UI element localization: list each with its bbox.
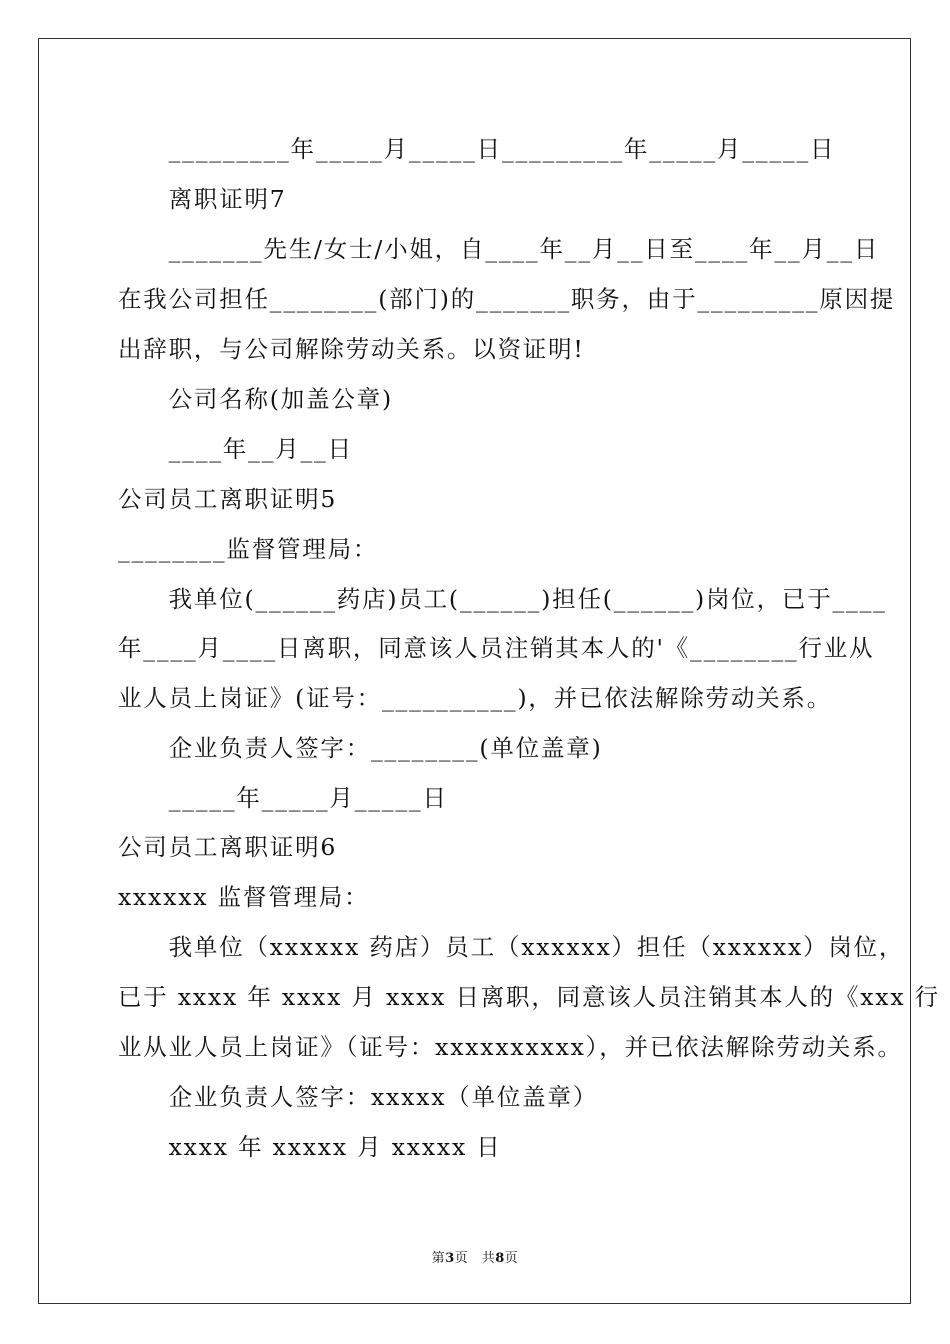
- section-heading-5: 公司员工离职证明5: [118, 485, 338, 513]
- paragraph-line: 业人员上岗证》(证号：__________)，并已依法解除劳动关系。: [118, 684, 833, 712]
- paragraph-line: 我单位(______药店)员工(______)担任(______)岗位，已于____: [118, 585, 887, 613]
- date-range-line: _________年_____月_____日_________年_____月_____日: [118, 135, 836, 163]
- date-line: xxxx 年 xxxxx 月 xxxxx 日: [118, 1133, 502, 1161]
- signature-line: 企业负责人签字：xxxxx（单位盖章）: [118, 1083, 599, 1111]
- page-prefix: 第: [431, 1251, 446, 1266]
- date-line: ____年__月__日: [118, 435, 353, 463]
- company-seal-line: 公司名称(加盖公章): [118, 385, 393, 413]
- current-page-number: 3: [445, 1251, 455, 1266]
- total-page-number: 8: [495, 1251, 505, 1266]
- page-number-footer: [0, 1247, 950, 1266]
- section-heading-6: 公司员工离职证明6: [118, 833, 338, 861]
- page-mid: 页 共: [454, 1251, 496, 1266]
- paragraph-line: 在我公司担任________(部门)的_______职务，由于_________原因提: [118, 285, 896, 313]
- paragraph-line: _______先生/女士/小姐，自____年__月__日至____年__月__日: [118, 235, 880, 263]
- page-suffix: 页: [504, 1251, 519, 1266]
- paragraph-line: 年____月____日离职，同意该人员注销其本人的'《________行业从: [118, 634, 875, 662]
- paragraph-line: 已于 xxxx 年 xxxx 月 xxxx 日离职，同意该人员注销其本人的《xxx 行: [118, 983, 940, 1011]
- paragraph-line: 我单位（xxxxxx 药店）员工（xxxxxx）担任（xxxxxx）岗位，: [118, 933, 905, 961]
- addressee-line: ________监督管理局：: [118, 535, 379, 563]
- addressee-line: xxxxxx 监督管理局：: [118, 883, 370, 911]
- signature-line: 企业负责人签字：________(单位盖章): [118, 734, 603, 762]
- section-heading-7: 离职证明7: [118, 185, 287, 213]
- page-border: [38, 38, 911, 1304]
- paragraph-line: 出辞职，与公司解除劳动关系。以资证明!: [118, 335, 585, 363]
- paragraph-line: 业从业人员上岗证》（证号：xxxxxxxxxx），并已依法解除劳动关系。: [118, 1033, 903, 1061]
- date-line: _____年_____月_____日: [118, 784, 448, 812]
